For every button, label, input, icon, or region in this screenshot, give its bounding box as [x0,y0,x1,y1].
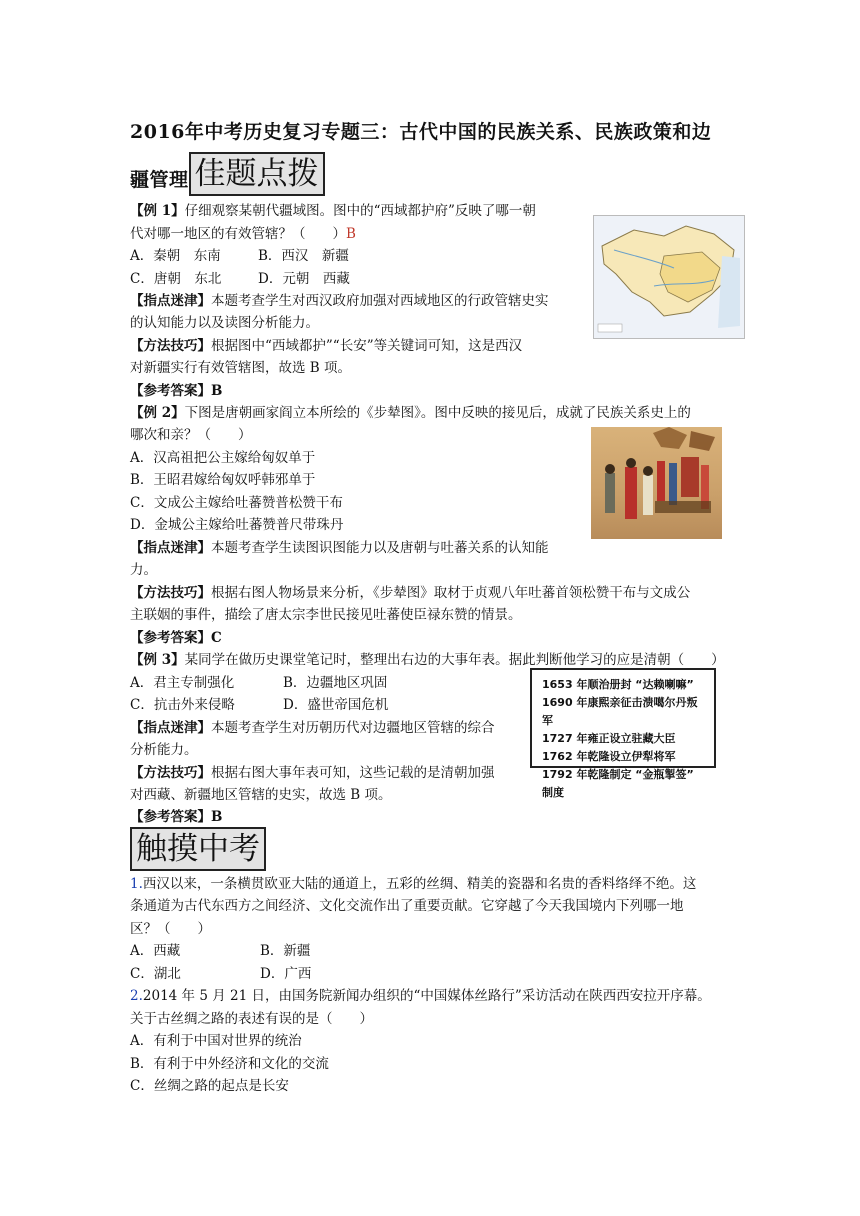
ex3-fangfa-line1 [130,762,495,785]
q1-text1: 西汉以来，一条横贯欧亚大陆的通道上，五彩的丝绸、精美的瓷器和名贵的香料络绎不绝。这 [142,876,697,892]
ex2-option-c: C．文成公主嫁给吐蕃赞普松赞干布 [130,495,343,511]
ex1-option-b: B．西汉 新疆 [258,248,349,264]
q1-option-a: A．西藏 [130,943,181,959]
ex3-zhidian-label: 【指点迷津】 [130,720,211,736]
q1-option-d: D．广西 [260,966,312,982]
ex1-option-d: D．元朝 西藏 [258,271,350,287]
title-line2-wrap [130,150,325,196]
map-graphic [594,216,744,338]
ex3-zhidian-text2: 分析能力。 [130,742,198,758]
ex2-q1: 下图是唐朝画家阎立本所绘的《步辇图》。图中反映的接见后，成就了民族关系史上的 [184,405,691,421]
ex2-fangfa-line1 [130,582,690,605]
q1-text3: 区？（ ） [130,921,211,937]
ex1-answer-mark: B [346,226,356,242]
ex3-label: 【例 3】 [130,652,185,668]
ex1-option-a: A．秦朝 东南 [130,248,221,264]
ex1-zhidian-line1 [130,290,549,313]
ex1-option-c: C．唐朝 东北 [130,271,222,287]
ex2-fangfa-text1: 根据右图人物场景来分析，《步辇图》取材于贞观八年吐蕃首领松赞干布与文成公 [211,585,691,601]
q2-text1: 2014 年 5 月 21 日，由国务院新闻办组织的“中国媒体丝路行”采访活动在陕西西安拉开序幕。 [142,988,711,1004]
q1-number: 1. [130,876,143,892]
ex3-option-c: C．抗击外来侵略 [130,697,235,713]
ex3-option-b: B．边疆地区巩固 [283,675,388,691]
ex2-question-line1 [130,402,691,425]
ex3-q1: 某同学在做历史课堂笔记时，整理出右边的大事年表。据此判断他学习的应是清朝（ ） [184,652,725,668]
ex2-cankao-value: C [211,630,222,646]
document-title-line1: 2016年中考历史复习专题三：古代中国的民族关系、民族政策和边 [130,121,712,143]
section-heading-chumo: 触摸中考 [130,827,266,871]
ex2-fangfa-text2: 主联姻的事件，描绘了唐太宗李世民接见吐蕃使臣禄东赞的情景。 [130,607,522,623]
ex2-zhidian-text1: 本题考查学生读图识图能力以及唐朝与吐蕃关系的认知能 [211,540,549,556]
ex3-cankao-value: B [211,809,223,825]
ex1-zhidian-label: 【指点迷津】 [130,293,211,309]
timeline-row: 1792 年乾隆制定 “金瓶掣签” 制度 [542,768,694,799]
ex3-cankao-label: 【参考答案】 [130,809,211,825]
section-heading-chumo-wrap [130,827,266,871]
ex1-zhidian-text2: 的认知能力以及读图分析能力。 [130,315,319,331]
timeline-row: 1727 年雍正设立驻藏大臣 [542,732,676,745]
ex2-zhidian-text2: 力。 [130,562,157,578]
ex1-q1: 仔细观察某朝代疆域图。图中的“西域都护府”反映了哪一朝 [184,203,536,219]
ex1-fangfa-text1: 根据图中“西域都护”“长安”等关键词可知，这是西汉 [211,338,523,354]
ex3-fangfa-text1: 根据右图大事年表可知，这些记载的是清朝加强 [211,765,495,781]
ex2-label: 【例 2】 [130,405,185,421]
q2-text2: 关于古丝绸之路的表述有误的是（ ） [130,1011,373,1027]
q2-number: 2. [130,988,143,1004]
ex1-fangfa-line1 [130,335,522,358]
q2-line1 [130,985,711,1008]
q2-option-b: B．有利于中外经济和文化的交流 [130,1056,329,1072]
document-title-line2: 疆管理 [130,169,189,191]
q1-option-b: B．新疆 [260,943,311,959]
q1-line1 [130,873,696,896]
ex2-zhidian-line1 [130,537,549,560]
ex1-q2: 代对哪一地区的有效管辖？（ ） [130,226,346,242]
bunian-tu-painting-image [591,427,722,539]
western-han-map-image [593,215,745,339]
ex1-question-line2 [130,223,356,246]
q2-option-c: C．丝绸之路的起点是长安 [130,1078,289,1094]
ex2-option-d: D．金城公主嫁给吐蕃赞普尺带珠丹 [130,517,344,533]
ex3-zhidian-line1 [130,717,495,740]
qing-timeline-table [530,668,716,799]
ex2-option-a: A．汉高祖把公主嫁给匈奴单于 [130,450,316,466]
ex3-option-d: D．盛世帝国危机 [283,697,389,713]
ex1-label: 【例 1】 [130,203,185,219]
q1-text2: 条通道为古代东西方之间经济、文化交流作出了重要贡献。它穿越了今天我国境内下列哪一地 [130,898,684,914]
timeline-row: 1690 年康熙亲征击溃噶尔丹叛军 [542,696,698,727]
ex1-zhidian-text1: 本题考查学生对西汉政府加强对西域地区的行政管辖史实 [211,293,549,309]
ex1-cankao-label: 【参考答案】 [130,383,211,399]
ex2-zhidian-label: 【指点迷津】 [130,540,211,556]
ex2-fangfa-label: 【方法技巧】 [130,585,211,601]
ex3-zhidian-text1: 本题考查学生对历朝历代对边疆地区管辖的综合 [211,720,495,736]
ex1-cankao [130,380,222,403]
ex1-fangfa-text2: 对新疆实行有效管辖图，故选 B 项。 [130,360,352,376]
section-heading-jiati: 佳题点拨 [189,152,325,196]
q2-option-a: A．有利于中国对世界的统治 [130,1033,302,1049]
timeline-row: 1653 年顺治册封 “达赖喇嘛” [542,678,694,691]
ex3-option-a: A．君主专制强化 [130,675,235,691]
ex2-cankao-label: 【参考答案】 [130,630,211,646]
ex1-cankao-value: B [211,383,223,399]
ex1-question-line1 [130,200,536,223]
ex3-fangfa-label: 【方法技巧】 [130,765,211,781]
q1-option-c: C．湖北 [130,966,181,982]
painting-graphic [591,427,722,539]
ex3-fangfa-text2: 对西藏、新疆地区管辖的史实，故选 B 项。 [130,787,392,803]
ex3-cankao [130,806,222,829]
ex2-q2: 哪次和亲？（ ） [130,427,252,443]
ex2-option-b: B．王昭君嫁给匈奴呼韩邪单于 [130,472,316,488]
ex2-cankao [130,627,222,650]
timeline-row: 1762 年乾隆设立伊犁将军 [542,750,676,763]
ex1-fangfa-label: 【方法技巧】 [130,338,211,354]
